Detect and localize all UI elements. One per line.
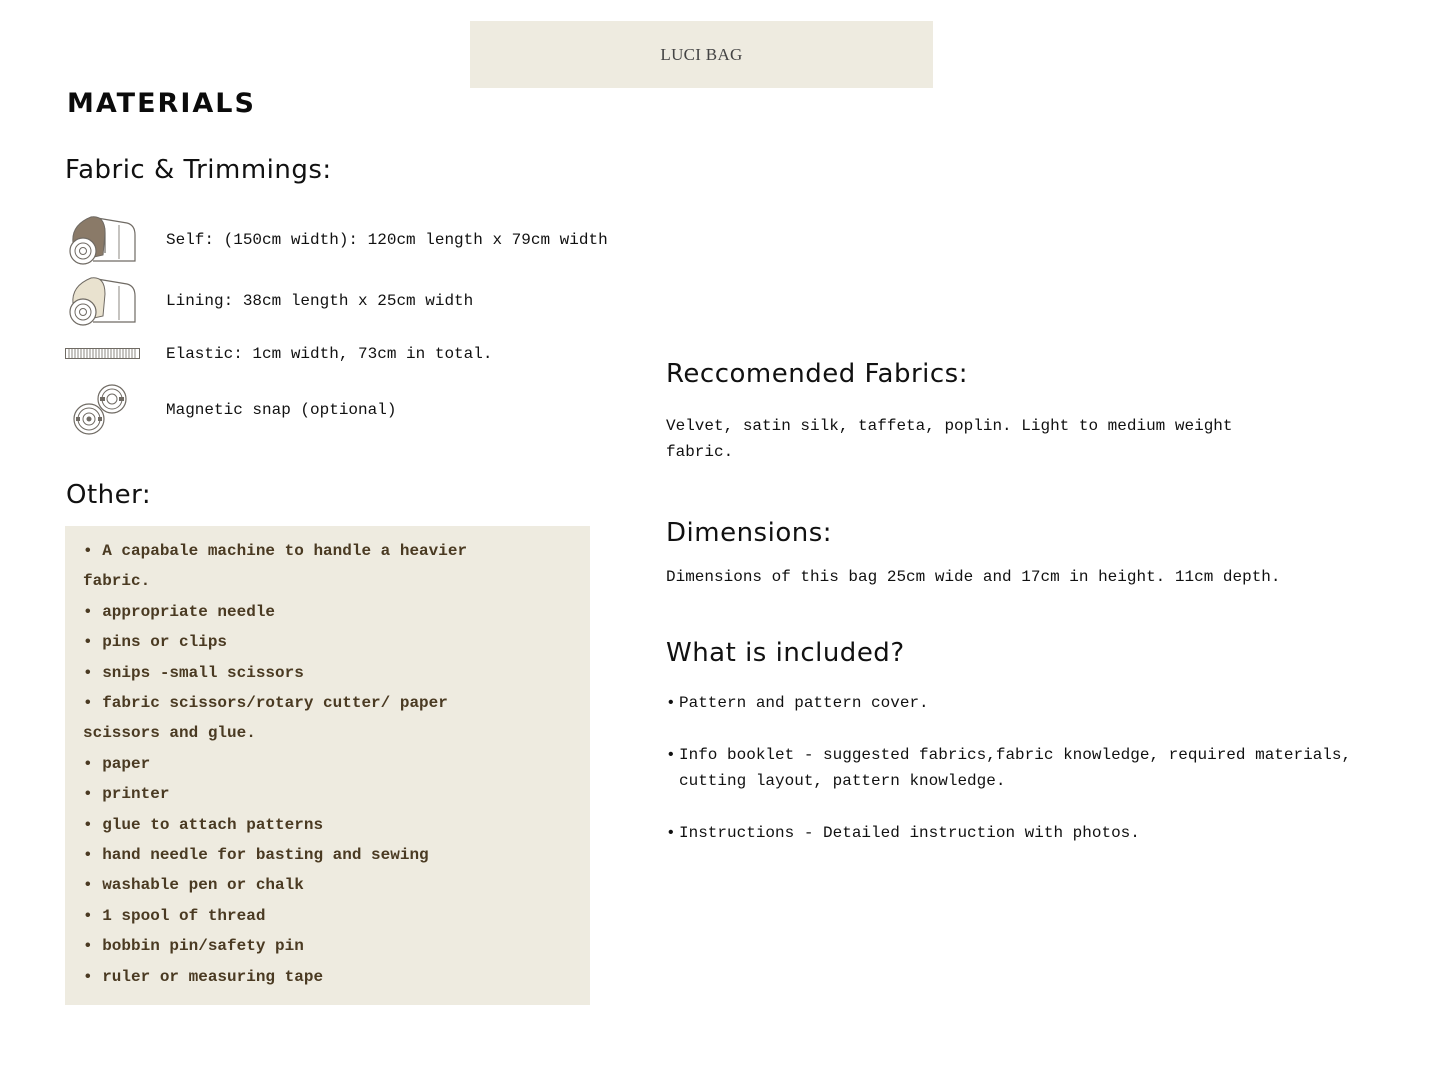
recommended-fabrics-heading: Reccomended Fabrics: xyxy=(666,359,968,389)
fabric-item-magnetic-snap xyxy=(65,382,396,438)
bullet-glyph: • xyxy=(666,824,676,842)
dimensions-text: Dimensions of this bag 25cm wide and 17cm in height. 11cm depth. xyxy=(666,568,1281,586)
other-heading: Other: xyxy=(66,480,152,510)
fabric-item-self xyxy=(65,212,608,268)
included-item xyxy=(666,820,1386,846)
list-item: • pins or clips xyxy=(83,633,228,652)
included-item xyxy=(666,742,1386,794)
what-is-included-heading: What is included? xyxy=(666,638,905,668)
list-item: • printer xyxy=(83,785,170,804)
list-item: • appropriate needle xyxy=(83,602,276,621)
list-item: • fabric scissors/rotary cutter/ paper xyxy=(83,694,448,713)
included-item-text: Instructions - Detailed instruction with photos. xyxy=(679,824,1140,842)
list-item: • bobbin pin/safety pin xyxy=(83,937,304,956)
list-item: scissors and glue. xyxy=(83,724,256,743)
document-title: LUCI BAG xyxy=(660,44,743,64)
bullet-glyph: • xyxy=(666,694,676,712)
bullet-glyph: • xyxy=(666,746,676,764)
included-item xyxy=(666,690,1386,716)
materials-heading: MATERIALS xyxy=(67,88,256,119)
list-item: • glue to attach patterns xyxy=(83,815,324,834)
list-item: • washable pen or chalk xyxy=(83,876,304,895)
other-items-panel xyxy=(65,526,590,1005)
included-item-text: Info booklet - suggested fabrics,fabric knowledge, required materials, cutting layout, pattern knowledge. xyxy=(679,746,1352,790)
elastic-band-icon xyxy=(65,348,166,360)
fabric-item-elastic-text: Elastic: 1cm width, 73cm in total. xyxy=(166,345,493,363)
other-items-list xyxy=(83,536,572,992)
included-item-text: Pattern and pattern cover. xyxy=(679,694,929,712)
fabric-item-self-text: Self: (150cm width): 120cm length x 79cm width xyxy=(166,231,608,249)
list-item: • paper xyxy=(83,754,151,773)
list-item: • 1 spool of thread xyxy=(83,906,266,925)
recommended-fabrics-text: Velvet, satin silk, taffeta, poplin. Light to medium weight fabric. xyxy=(666,417,1233,461)
list-item: fabric. xyxy=(83,572,151,591)
document-title-box xyxy=(470,21,933,88)
list-item: • A capabale machine to handle a heavier xyxy=(83,542,468,560)
fabric-roll-light-icon xyxy=(65,274,166,328)
fabric-trimmings-heading: Fabric & Trimmings: xyxy=(65,155,332,185)
fabric-item-magnetic-snap-text: Magnetic snap (optional) xyxy=(166,401,397,419)
dimensions-heading: Dimensions: xyxy=(666,518,833,548)
magnetic-snap-icon xyxy=(65,383,166,437)
list-item: • snips -small scissors xyxy=(83,663,304,682)
fabric-item-lining xyxy=(65,273,473,329)
fabric-item-elastic xyxy=(65,342,492,366)
fabric-roll-dark-icon xyxy=(65,213,166,267)
fabric-item-lining-text: Lining: 38cm length x 25cm width xyxy=(166,292,474,310)
list-item: • ruler or measuring tape xyxy=(83,967,324,986)
list-item: • hand needle for basting and sewing xyxy=(83,846,429,865)
